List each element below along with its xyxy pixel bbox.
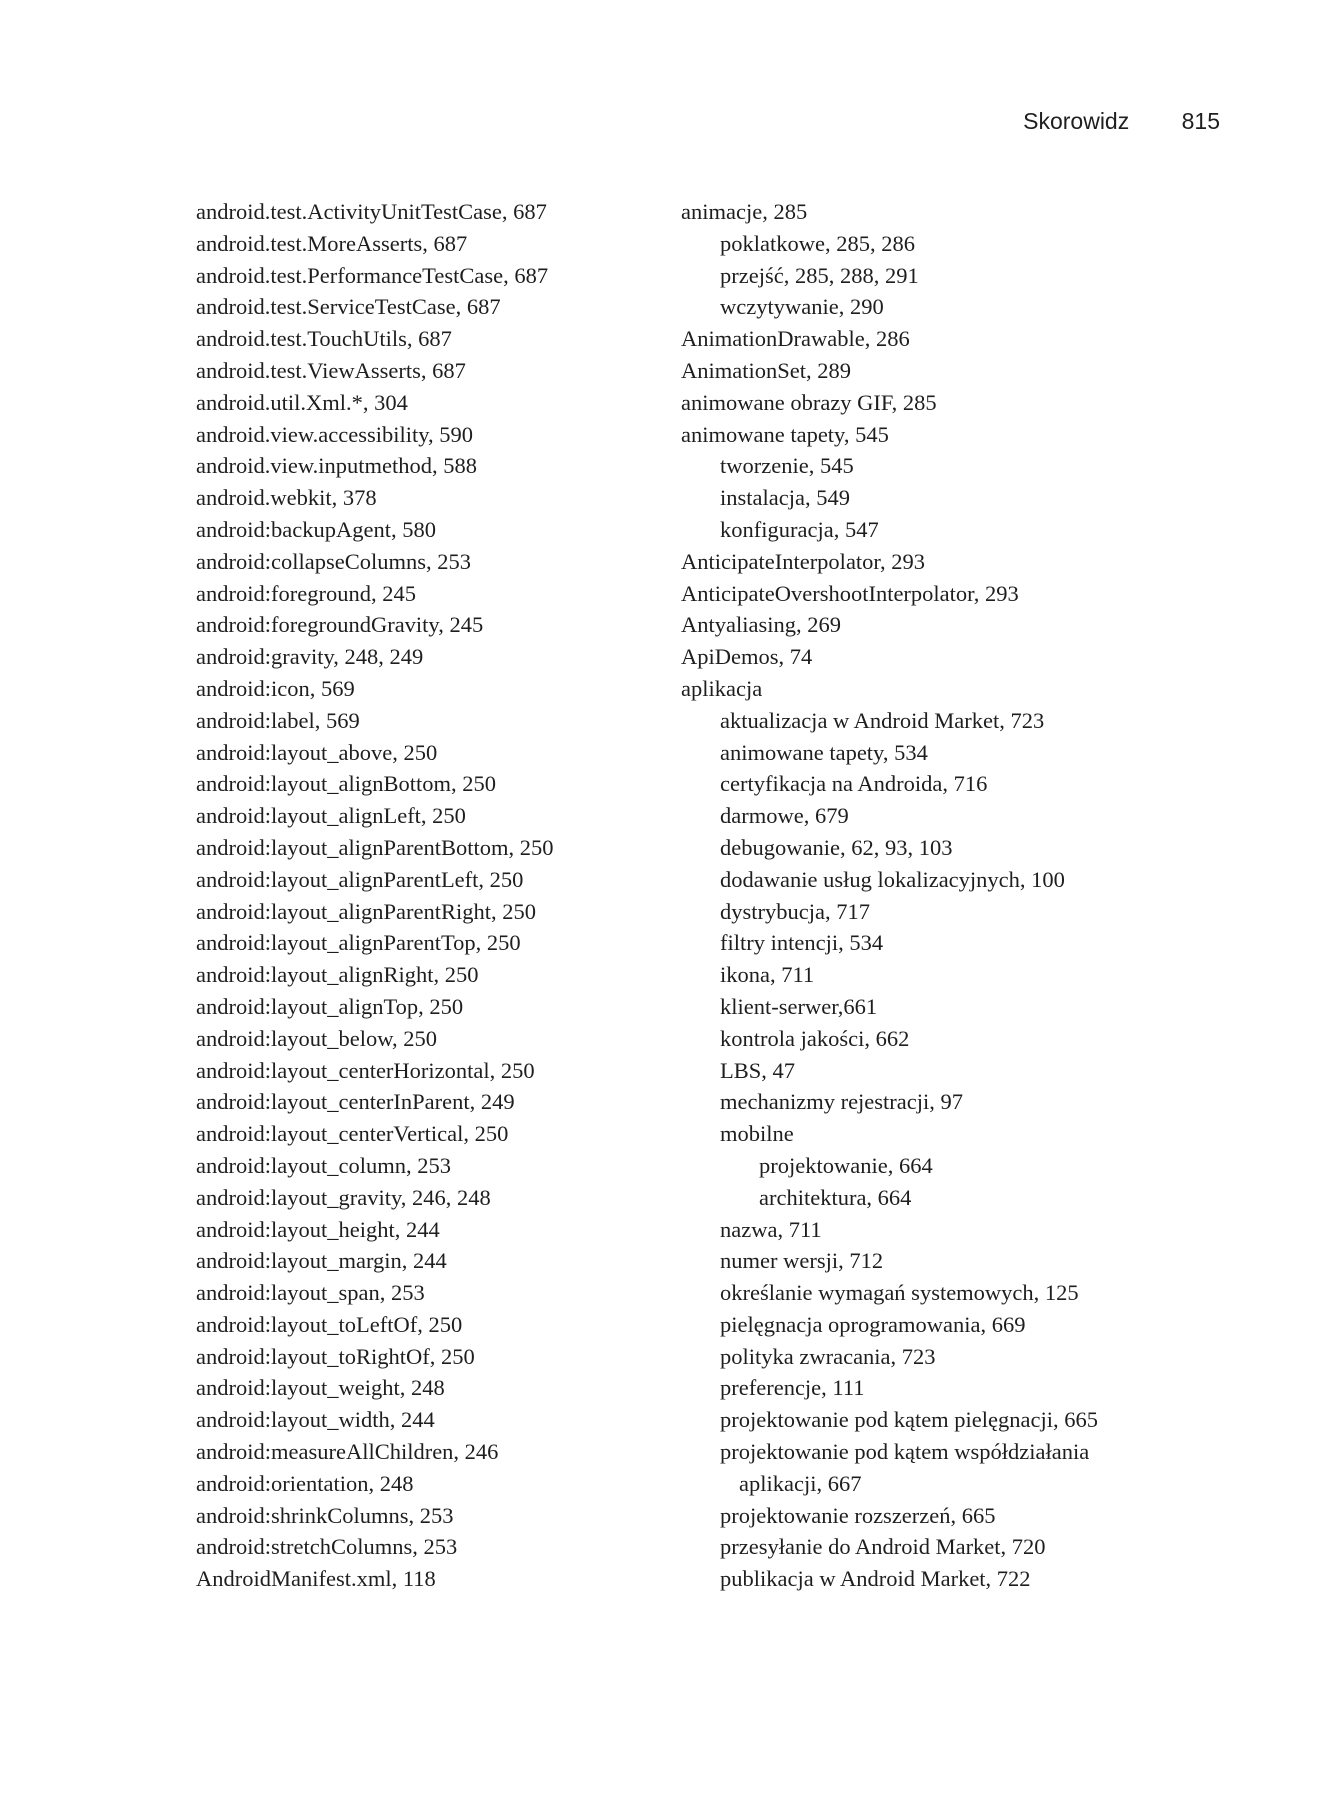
index-subentry: przesyłanie do Android Market, 720 xyxy=(720,1534,1046,1560)
index-column-left xyxy=(196,196,656,1595)
index-entry: AnimationDrawable, 286 xyxy=(681,326,910,352)
index-entry: android:layout_centerVertical, 250 xyxy=(196,1121,509,1147)
index-subentry: tworzenie, 545 xyxy=(720,453,854,479)
index-entry: android:layout_centerHorizontal, 250 xyxy=(196,1057,535,1083)
index-subentry: preferencje, 111 xyxy=(720,1375,865,1401)
index-subentry: projektowanie pod kątem pielęgnacji, 665 xyxy=(720,1407,1099,1433)
index-entry: android:layout_alignParentRight, 250 xyxy=(196,898,536,924)
index-entry: android:gravity, 248, 249 xyxy=(196,644,424,670)
index-entry: android.util.Xml.*, 304 xyxy=(196,389,408,415)
index-subentry: określanie wymagań systemowych, 125 xyxy=(720,1280,1079,1306)
index-subentry: publikacja w Android Market, 722 xyxy=(720,1566,1031,1592)
index-subentry: darmowe, 679 xyxy=(720,803,849,829)
index-entry: android:layout_width, 244 xyxy=(196,1407,435,1433)
index-subentry: projektowanie rozszerzeń, 665 xyxy=(720,1502,996,1528)
index-subentry: ikona, 711 xyxy=(720,962,815,988)
index-entry: android:layout_alignRight, 250 xyxy=(196,962,479,988)
index-subentry: nazwa, 711 xyxy=(720,1216,822,1242)
index-subentry: konfiguracja, 547 xyxy=(720,516,879,542)
index-entry: android:layout_centerInParent, 249 xyxy=(196,1089,515,1115)
index-subentry: architektura, 664 xyxy=(759,1184,912,1210)
index-subentry: aktualizacja w Android Market, 723 xyxy=(720,707,1045,733)
index-entry: animacje, 285 xyxy=(681,199,808,224)
index-subentry: przejść, 285, 288, 291 xyxy=(720,262,919,288)
index-subentry: mobilne xyxy=(720,1121,794,1147)
index-entry: AnimationSet, 289 xyxy=(681,357,851,383)
index-subentry: dodawanie usług lokalizacyjnych, 100 xyxy=(720,866,1065,892)
index-entry: AnticipateOvershootInterpolator, 293 xyxy=(681,580,1019,606)
index-subentry: mechanizmy rejestracji, 97 xyxy=(720,1089,964,1115)
index-subentry: pielęgnacja oprogramowania, 669 xyxy=(720,1311,1026,1337)
index-subentry: projektowanie pod kątem współdziałania xyxy=(720,1439,1090,1465)
index-column-right xyxy=(681,196,1241,1595)
index-entry: android:layout_alignBottom, 250 xyxy=(196,771,496,797)
index-entry: android:layout_below, 250 xyxy=(196,1025,437,1051)
index-entry: android:layout_gravity, 246, 248 xyxy=(196,1184,491,1210)
index-subentry: animowane tapety, 534 xyxy=(720,739,928,765)
index-entry: android:layout_alignTop, 250 xyxy=(196,993,464,1019)
index-entry: android:layout_margin, 244 xyxy=(196,1248,447,1274)
index-subentry: LBS, 47 xyxy=(720,1057,796,1083)
index-entry: animowane obrazy GIF, 285 xyxy=(681,389,937,415)
index-entry: android:stretchColumns, 253 xyxy=(196,1534,458,1560)
index-subentry: polityka zwracania, 723 xyxy=(720,1343,936,1369)
index-entry: android.test.ActivityUnitTestCase, 687 xyxy=(196,199,547,224)
index-entry: android.test.ServiceTestCase, 687 xyxy=(196,294,501,320)
index-entry: android:layout_alignParentLeft, 250 xyxy=(196,866,524,892)
index-entry: android.view.inputmethod, 588 xyxy=(196,453,477,479)
index-entry: android:collapseColumns, 253 xyxy=(196,548,471,574)
index-entry: Antyaliasing, 269 xyxy=(681,612,841,638)
index-subentry: instalacja, 549 xyxy=(720,485,850,511)
index-entry: android:backupAgent, 580 xyxy=(196,516,436,542)
index-entry: animowane tapety, 545 xyxy=(681,421,889,447)
index-entry: android:layout_toRightOf, 250 xyxy=(196,1343,475,1369)
index-entry: android:layout_height, 244 xyxy=(196,1216,440,1242)
index-subentry: aplikacji, 667 xyxy=(739,1470,862,1496)
index-subentry: wczytywanie, 290 xyxy=(720,294,884,320)
index-entry: android:shrinkColumns, 253 xyxy=(196,1502,454,1528)
index-entry: android.view.accessibility, 590 xyxy=(196,421,474,447)
index-subentry: dystrybucja, 717 xyxy=(720,898,870,924)
index-subentry: kontrola jakości, 662 xyxy=(720,1025,910,1051)
index-entry: android:label, 569 xyxy=(196,707,360,733)
index-entry: android:layout_weight, 248 xyxy=(196,1375,445,1401)
section-title: Skorowidz xyxy=(1023,108,1130,134)
running-head xyxy=(1023,108,1220,135)
page-number: 815 xyxy=(1181,108,1220,134)
index-entry: android.test.TouchUtils, 687 xyxy=(196,326,452,352)
index-entry: android:layout_alignParentBottom, 250 xyxy=(196,834,554,860)
index-entry: AnticipateInterpolator, 293 xyxy=(681,548,926,574)
index-entry: android:layout_column, 253 xyxy=(196,1152,451,1178)
index-entry: android.webkit, 378 xyxy=(196,485,377,511)
index-subentry: numer wersji, 712 xyxy=(720,1248,884,1274)
index-entry: android:layout_alignLeft, 250 xyxy=(196,803,466,829)
index-subentry: projektowanie, 664 xyxy=(759,1152,933,1178)
index-entry: android:layout_alignParentTop, 250 xyxy=(196,930,521,956)
index-entry: android:layout_span, 253 xyxy=(196,1280,425,1306)
index-entry: android:measureAllChildren, 246 xyxy=(196,1439,499,1465)
index-entry: aplikacja xyxy=(681,675,763,701)
index-entry: AndroidManifest.xml, 118 xyxy=(196,1566,436,1592)
index-subentry: debugowanie, 62, 93, 103 xyxy=(720,834,953,860)
index-entry: android:icon, 569 xyxy=(196,675,355,701)
index-subentry: klient-serwer,661 xyxy=(720,993,878,1019)
index-subentry: filtry intencji, 534 xyxy=(720,930,884,956)
index-entry: android:orientation, 248 xyxy=(196,1470,414,1496)
index-entry: android:layout_toLeftOf, 250 xyxy=(196,1311,463,1337)
index-entry: android.test.ViewAsserts, 687 xyxy=(196,357,466,383)
index-entry: android:layout_above, 250 xyxy=(196,739,438,765)
index-entry: android.test.PerformanceTestCase, 687 xyxy=(196,262,549,288)
index-entry: android:foreground, 245 xyxy=(196,580,416,606)
index-subentry: certyfikacja na Androida, 716 xyxy=(720,771,988,797)
index-entry: android:foregroundGravity, 245 xyxy=(196,612,484,638)
index-subentry: poklatkowe, 285, 286 xyxy=(720,230,915,256)
index-entry: ApiDemos, 74 xyxy=(681,644,813,670)
index-entry: android.test.MoreAsserts, 687 xyxy=(196,230,468,256)
